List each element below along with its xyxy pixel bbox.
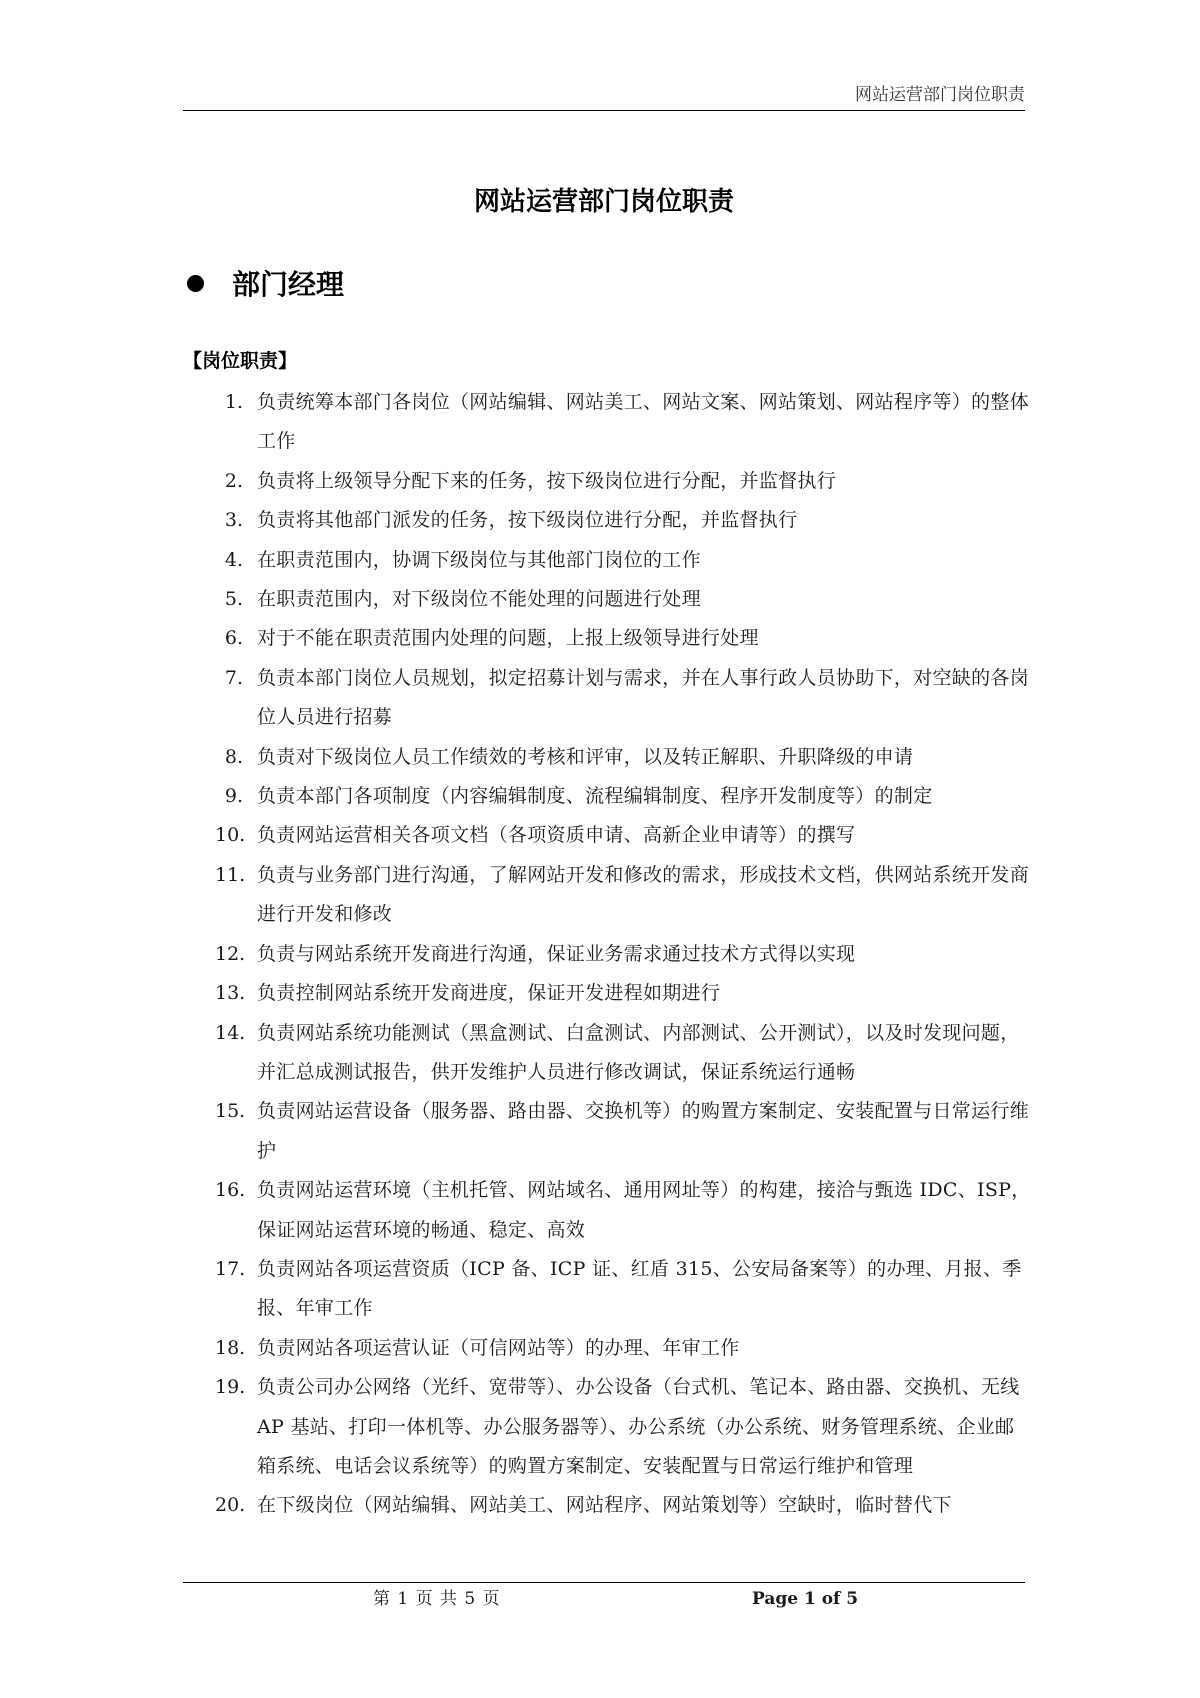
duties-list (215, 383, 1031, 1526)
duty-text: 负责网站系统功能测试（黑盒测试、白盒测试、内部测试、公开测试），以及时发现问题，并汇总成测试报告，供开发维护人员进行修改调试，保证系统运行通畅 (257, 1021, 1020, 1083)
duty-text: 负责对下级岗位人员工作绩效的考核和评审，以及转正解职、升职降级的申请 (257, 745, 914, 768)
duty-number: 8. (224, 745, 243, 768)
bullet-icon (187, 275, 204, 292)
duty-number: 9. (224, 785, 243, 808)
document-title: 网站运营部门岗位职责 (473, 187, 734, 217)
duty-number: 17. (215, 1257, 246, 1280)
duty-text: 负责本部门岗位人员规划，拟定招募计划与需求，并在人事行政人员协助下，对空缺的各岗位人员进行招募 (257, 666, 1030, 729)
duty-number: 4. (224, 548, 243, 571)
duty-number: 14. (215, 1021, 246, 1044)
duty-item (215, 659, 1031, 738)
section-heading (183, 263, 1025, 303)
duty-text: 负责统筹本部门各岗位（网站编辑、网站美工、网站文案、网站策划、网站程序等）的整体工作 (257, 391, 1030, 453)
header-rule (183, 110, 1025, 111)
duty-item (215, 1250, 1031, 1329)
duty-number: 16. (215, 1179, 246, 1202)
duty-item (215, 1014, 1031, 1093)
duty-number: 2. (224, 469, 243, 492)
duty-text: 对于不能在职责范围内处理的问题，上报上级领导进行处理 (257, 627, 759, 650)
duty-item (215, 383, 1031, 462)
duty-text: 在职责范围内，对下级岗位不能处理的问题进行处理 (257, 588, 701, 611)
duty-text: 负责网站运营相关各项文档（各项资质申请、高新企业申请等）的撰写 (257, 824, 856, 847)
duty-item (215, 1329, 1031, 1368)
duty-number: 1. (224, 391, 243, 413)
running-header: 网站运营部门岗位职责 (855, 85, 1025, 105)
duty-number: 15. (215, 1100, 246, 1123)
duty-item (215, 935, 1031, 974)
duty-text: 负责网站各项运营认证（可信网站等）的办理、年审工作 (257, 1336, 740, 1359)
duty-text: 在下级岗位（网站编辑、网站美工、网站程序、网站策划等）空缺时，临时替代下 (257, 1494, 952, 1517)
duty-item (215, 1171, 1031, 1250)
duty-item (215, 974, 1031, 1013)
duty-item (215, 777, 1031, 816)
duty-text: 在职责范围内，协调下级岗位与其他部门岗位的工作 (257, 548, 701, 571)
duty-text: 负责将上级领导分配下来的任务，按下级岗位进行分配，并监督执行 (257, 469, 837, 492)
subsection-label: 【岗位职责】 (183, 350, 298, 372)
duty-item (215, 541, 1031, 580)
duty-item (215, 1092, 1031, 1171)
duty-number: 13. (215, 982, 246, 1005)
duty-number: 5. (224, 588, 243, 611)
duty-item (215, 738, 1031, 777)
duty-text: 负责控制网站系统开发商进度，保证开发进程如期进行 (257, 982, 721, 1005)
duty-text: 负责将其他部门派发的任务，按下级岗位进行分配，并监督执行 (257, 509, 798, 532)
duty-text: 负责与业务部门进行沟通，了解网站开发和修改的需求，形成技术文档，供网站系统开发商进行开发和修改 (257, 863, 1030, 926)
duty-text: 负责与网站系统开发商进行沟通，保证业务需求通过技术方式得以实现 (257, 942, 856, 965)
duty-item (215, 501, 1031, 540)
duty-item (215, 1368, 1031, 1486)
duty-item (215, 816, 1031, 855)
duty-item (215, 619, 1031, 658)
duty-text: 负责公司办公网络（光纤、宽带等）、办公设备（台式机、笔记本、路由器、交换机、无线 AP 基站、打印一体机等、办公服务器等）、办公系统（办公系统、财务管理系统、企业邮箱系统、电话会议系统等）的购置方案制定、安装配置与日常运行维护和管理 (257, 1376, 1020, 1477)
duty-item (215, 856, 1031, 935)
section-heading-text: 部门经理 (232, 268, 345, 301)
duty-item (215, 462, 1031, 501)
duty-text: 负责网站各项运营资质（ICP 备、ICP 证、红盾 315、公安局备案等）的办理、月报、季报、年审工作 (257, 1257, 1022, 1320)
duty-number: 12. (215, 942, 246, 965)
duty-number: 6. (224, 627, 243, 650)
duty-item (215, 1486, 1031, 1525)
duty-text: 负责网站运营设备（服务器、路由器、交换机等）的购置方案制定、安装配置与日常运行维护 (257, 1100, 1030, 1162)
duty-number: 20. (215, 1494, 246, 1517)
duty-number: 7. (224, 666, 243, 689)
footer-page-number-en: Page 1 of 5 (752, 1589, 859, 1609)
duty-number: 19. (215, 1376, 246, 1399)
duty-item (215, 580, 1031, 619)
duty-text: 负责本部门各项制度（内容编辑制度、流程编辑制度、程序开发制度等）的制定 (257, 785, 933, 808)
duty-number: 10. (215, 824, 246, 847)
duty-number: 18. (215, 1336, 246, 1359)
duty-number: 3. (224, 509, 243, 532)
footer-page-number-cn: 第 1 页 共 5 页 (373, 1589, 501, 1609)
duty-text: 负责网站运营环境（主机托管、网站域名、通用网址等）的构建，接洽与甄选 IDC、ISP，保证网站运营环境的畅通、稳定、高效 (257, 1179, 1031, 1241)
duty-number: 11. (215, 863, 246, 886)
footer-rule (183, 1582, 1025, 1583)
